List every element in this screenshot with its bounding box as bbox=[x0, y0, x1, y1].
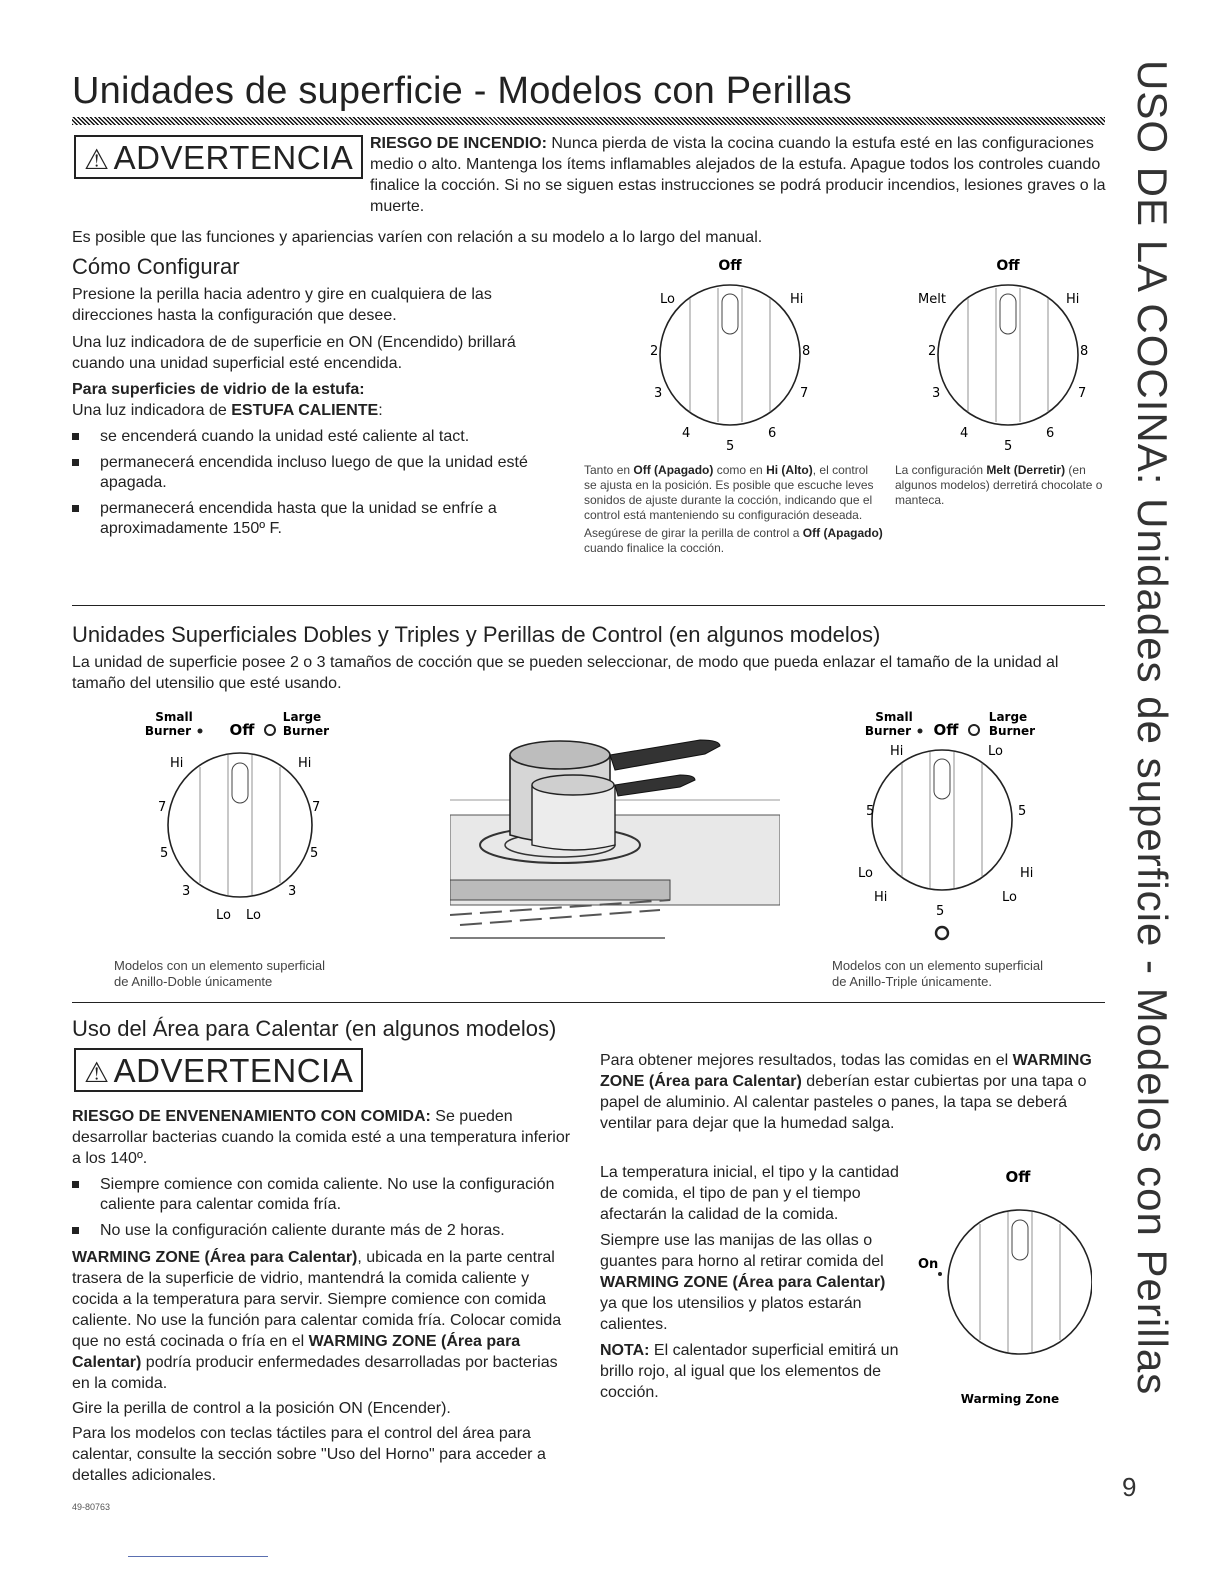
wz-r1 bbox=[600, 1050, 1095, 1134]
knob3-off: Off bbox=[229, 721, 255, 739]
knob4-caption bbox=[832, 958, 1132, 990]
knob3-hi-r: Hi bbox=[298, 756, 312, 771]
warning-box-fire bbox=[74, 135, 363, 179]
knob2-n3: 3 bbox=[932, 386, 941, 401]
warming-knob-on: On bbox=[918, 1257, 939, 1272]
knob3-caption-1: Modelos con un elemento superficial bbox=[114, 958, 326, 973]
warning-box-food bbox=[74, 1048, 363, 1092]
food-risk-text bbox=[72, 1106, 577, 1169]
knob4-caption-2: de Anillo-Triple únicamente. bbox=[832, 974, 992, 989]
knob4-dial bbox=[872, 750, 1012, 890]
knob4-n5b: 5 bbox=[936, 904, 945, 919]
title-underline bbox=[72, 117, 1105, 125]
small-burner-dot-icon bbox=[918, 729, 923, 734]
knob-diagram-warming bbox=[912, 1162, 1092, 1412]
knob3-caption bbox=[114, 958, 414, 990]
knob1-cap-a: Tanto en bbox=[584, 463, 634, 477]
warming-heading: Uso del Área para Calentar (en algunos modelos) bbox=[72, 1016, 557, 1041]
knob3-small: Small bbox=[155, 710, 193, 724]
fire-warning-text bbox=[370, 133, 1110, 217]
warming-knob-dial bbox=[948, 1210, 1092, 1354]
knob1-caption bbox=[584, 463, 884, 556]
wz-r3-b: WARMING ZONE (Área para Calentar) bbox=[600, 1274, 886, 1291]
knob2-off-label: Off bbox=[996, 258, 1020, 274]
side-tab-rest: Unidades de superficie - Modelos con Perillas bbox=[1129, 498, 1176, 1396]
como-p1: Presione la perilla hacia adentro y gire en cualquiera de las direcciones hasta la configuración que desee. bbox=[72, 286, 492, 324]
knob3-lo-l: Lo bbox=[216, 908, 231, 923]
knob4-lo-b: Lo bbox=[1002, 890, 1017, 905]
knob1-cap2-b: Off (Apagado) bbox=[802, 526, 883, 540]
knob3-lo-r: Lo bbox=[246, 908, 261, 923]
knob3-burner-a: Burner bbox=[144, 724, 192, 738]
knob1-dial bbox=[660, 285, 800, 425]
knob1-n3: 3 bbox=[654, 386, 663, 401]
warning-label: ADVERTENCIA bbox=[113, 139, 354, 176]
wz-r2: La temperatura inicial, el tipo y la cantidad de comida, el tipo de pan y el tiempo afectarán la calidad de la comida. bbox=[600, 1164, 899, 1223]
knob-diagram-dual bbox=[130, 705, 370, 925]
knob1-n4: 4 bbox=[682, 426, 691, 441]
knob4-off: Off bbox=[933, 721, 959, 739]
footer-line bbox=[128, 1556, 268, 1557]
knob1-n8: 8 bbox=[802, 344, 811, 359]
knob2-cap-c: (en algunos modelos) derretirá chocolate o manteca. bbox=[895, 463, 1103, 507]
knob4-hi-top: Hi bbox=[890, 744, 904, 759]
knob3-dial bbox=[168, 753, 312, 897]
knob4-small: Small bbox=[875, 710, 913, 724]
warming-knob-label: Warming Zone bbox=[960, 1392, 1060, 1406]
knob1-n7: 7 bbox=[800, 386, 809, 401]
dual-text: La unidad de superficie posee 2 o 3 tamaños de cocción que se pueden seleccionar, de modo que pueda enlazar el tamaño de la unidad al tamaño del utensilio que esté usando. bbox=[72, 654, 1059, 692]
wz-body-2: podría producir enfermedades desarrolladas por bacterias en la comida. bbox=[72, 1354, 558, 1392]
knob1-cap-b: Off (Apagado) bbox=[633, 463, 714, 477]
knob1-n2: 2 bbox=[650, 344, 659, 359]
knob4-caption-1: Modelos con un elemento superficial bbox=[832, 958, 1044, 973]
knob2-n4: 4 bbox=[960, 426, 969, 441]
warming-bullets bbox=[72, 1175, 577, 1241]
knob2-n8: 8 bbox=[1080, 344, 1089, 359]
como-p3-post: : bbox=[378, 402, 383, 419]
warming-right-bottom bbox=[600, 1162, 900, 1403]
knob3-burner-b: Burner bbox=[282, 724, 330, 738]
knob1-hi-label: Hi bbox=[790, 292, 804, 307]
side-tab-text bbox=[1128, 60, 1176, 1395]
knob2-dial bbox=[938, 285, 1078, 425]
knob1-cap2-c: cuando finalice la cocción. bbox=[584, 541, 725, 555]
wz-para: Para los modelos con teclas táctiles para el control del área para calentar, consulte la sección sobre "Uso del Horno" para acceder a detalles adicionales. bbox=[72, 1425, 546, 1484]
knob-diagram-hi bbox=[630, 250, 830, 455]
large-burner-icon bbox=[265, 725, 275, 735]
knob4-lo-top: Lo bbox=[988, 744, 1003, 759]
knob1-off-label: Off bbox=[718, 258, 742, 274]
knob4-n5l: 5 bbox=[866, 804, 875, 819]
wz-r3-a: Siempre use las manijas de las ollas o guantes para horno al retirar comida del bbox=[600, 1232, 884, 1270]
knob1-n6: 6 bbox=[768, 426, 777, 441]
knob-diagram-triple bbox=[840, 705, 1080, 945]
list-item: permanecerá encendida hasta que la unidad se enfríe a aproximadamente 150º F. bbox=[72, 499, 562, 539]
wz-gire: Gire la perilla de control a la posición ON (Encender). bbox=[72, 1400, 451, 1417]
small-burner-dot-icon bbox=[198, 729, 203, 734]
knob3-n3r: 3 bbox=[288, 884, 297, 899]
knob1-lo-label: Lo bbox=[660, 292, 675, 307]
knob3-hi-l: Hi bbox=[170, 756, 184, 771]
como-p3-bold: ESTUFA CALIENTE bbox=[231, 402, 379, 419]
como-subhead: Para superficies de vidrio de la estufa: bbox=[72, 381, 365, 398]
list-item: se encenderá cuando la unidad esté caliente al tact. bbox=[72, 427, 562, 447]
knob1-caption-a bbox=[584, 463, 884, 523]
intro-text: Es posible que las funciones y apariencias varíen con relación a su modelo a lo largo del manual. bbox=[72, 229, 763, 246]
wz-bold: WARMING ZONE (Área para Calentar) bbox=[72, 1249, 358, 1266]
list-item: No use la configuración caliente durante más de 2 horas. bbox=[72, 1221, 577, 1241]
como-section bbox=[72, 284, 562, 545]
warning-triangle-icon: ⚠ bbox=[84, 144, 110, 175]
warming-knob-off: Off bbox=[1005, 1168, 1031, 1186]
wz-text bbox=[72, 1247, 577, 1394]
wz-r3 bbox=[600, 1230, 900, 1335]
knob4-hi-b: Hi bbox=[874, 890, 888, 905]
como-p3 bbox=[72, 400, 562, 421]
como-heading: Cómo Configurar bbox=[72, 254, 240, 279]
knob3-n5l: 5 bbox=[160, 846, 169, 861]
knob3-caption-2: de Anillo-Doble únicamente bbox=[114, 974, 273, 989]
knob1-n5: 5 bbox=[726, 439, 735, 454]
page-title: Unidades de superficie - Modelos con Perillas bbox=[72, 70, 852, 112]
knob3-n3l: 3 bbox=[182, 884, 191, 899]
knob1-caption-b bbox=[584, 526, 884, 556]
wz-r3-c: ya que los utensilios y platos estarán calientes. bbox=[600, 1295, 862, 1333]
page-number: 9 bbox=[1122, 1472, 1137, 1502]
warming-right-top bbox=[600, 1050, 1095, 1134]
large-burner-icon-bottom bbox=[936, 927, 948, 939]
warning-label: ADVERTENCIA bbox=[113, 1052, 354, 1089]
on-dot-icon bbox=[938, 1272, 942, 1276]
knob2-caption bbox=[895, 463, 1115, 508]
knob2-melt-label: Melt bbox=[918, 292, 946, 307]
knob2-n7: 7 bbox=[1078, 386, 1087, 401]
knob4-n5r: 5 bbox=[1018, 804, 1027, 819]
wz-r1-b: WARMING ZONE (Área para Calentar) bbox=[600, 1052, 1092, 1090]
como-p2: Una luz indicadora de de superficie en ON (Encendido) brillará cuando una unidad superficial esté encendida. bbox=[72, 334, 516, 372]
como-p3-pre: Una luz indicadora de bbox=[72, 402, 232, 419]
knob2-n2: 2 bbox=[928, 344, 937, 359]
warning-triangle-icon: ⚠ bbox=[84, 1057, 110, 1088]
pot-on-cooktop-illustration bbox=[450, 720, 780, 945]
dual-heading: Unidades Superficiales Dobles y Triples y Perillas de Control (en algunos modelos) bbox=[72, 622, 881, 647]
knob3-n5r: 5 bbox=[310, 846, 319, 861]
wz-r4 bbox=[600, 1340, 900, 1403]
side-tab-bold: USO DE LA COCINA: bbox=[1129, 60, 1176, 486]
list-item: Siempre comience con comida caliente. No use la configuración caliente para calentar comida fría. bbox=[72, 1175, 577, 1215]
knob4-burner-a: Burner bbox=[864, 724, 912, 738]
knob1-cap-d: Hi (Alto) bbox=[766, 463, 813, 477]
knob3-n7r: 7 bbox=[312, 800, 321, 815]
knob2-cap-b: Melt (Derretir) bbox=[986, 463, 1066, 477]
knob2-n5: 5 bbox=[1004, 439, 1013, 454]
knob1-cap2-a: Asegúrese de girar la perilla de control a bbox=[584, 526, 803, 540]
large-burner-icon bbox=[969, 725, 979, 735]
knob4-large: Large bbox=[988, 710, 1028, 724]
wz-r4-b: El calentador superficial emitirá un brillo rojo, al igual que los elementos de cocción. bbox=[600, 1342, 899, 1401]
wz-bold-2: WARMING ZONE (Área para Calentar) bbox=[72, 1333, 521, 1371]
como-bullets bbox=[72, 427, 562, 539]
knob1-cap-e: , el control se ajusta en la posición. Es posible que escuche leves sonidos de ajuste durante la cocción, indicando que el control está manteniendo su configuración deseada. bbox=[584, 463, 874, 522]
warming-left-column bbox=[72, 1106, 577, 1486]
list-item: permanecerá encendida incluso luego de que la unidad esté apagada. bbox=[72, 453, 562, 493]
knob4-hi-r: Hi bbox=[1020, 866, 1034, 881]
section-divider-1 bbox=[72, 605, 1105, 606]
wz-r1-a: Para obtener mejores resultados, todas las comidas en el bbox=[600, 1052, 1013, 1069]
knob2-hi-label: Hi bbox=[1066, 292, 1080, 307]
knob4-burner-b: Burner bbox=[988, 724, 1036, 738]
knob1-cap-c: como en bbox=[713, 463, 767, 477]
knob3-large: Large bbox=[282, 710, 322, 724]
knob2-n6: 6 bbox=[1046, 426, 1055, 441]
knob-diagram-melt bbox=[908, 250, 1108, 455]
food-risk-body: Se pueden desarrollar bacterias cuando la comida esté a una temperatura inferior a los 140º. bbox=[72, 1108, 571, 1167]
wz-r1-c: deberían estar cubiertas por una tapa o papel de aluminio. Al calentar pasteles o panes, la tapa se deberá ventilar para dejar que la humedad salga. bbox=[600, 1073, 1087, 1132]
fire-warning-body: Nunca pierda de vista la cocina cuando la estufa esté en las configuraciones medio o alto. Mantenga los ítems inflamables alejados de la estufa. Apague todos los controles cuando finalice la cocción. Si no se siguen estas instrucciones se podrá producir incendios, lesiones graves o la muerte. bbox=[370, 135, 1106, 215]
fire-warning-lead: RIESGO DE INCENDIO: bbox=[370, 135, 547, 152]
knob2-cap-a: La configuración bbox=[895, 463, 987, 477]
document-code: 49-80763 bbox=[72, 1502, 111, 1512]
section-divider-2 bbox=[72, 1002, 1105, 1003]
wz-body: , ubicada en la parte central trasera de la superficie de vidrio, mantendrá la comida caliente y cocida a la temperatura para servir. Siempre comience con comida caliente. No use la función para calentar comida fría. Colocar comida que no está cocinada o fría en el bbox=[72, 1249, 562, 1350]
wz-r4-a: NOTA: bbox=[600, 1342, 650, 1359]
knob4-lo-l: Lo bbox=[858, 866, 873, 881]
knob3-n7l: 7 bbox=[158, 800, 167, 815]
food-risk-lead: RIESGO DE ENVENENAMIENTO CON COMIDA: bbox=[72, 1108, 431, 1125]
